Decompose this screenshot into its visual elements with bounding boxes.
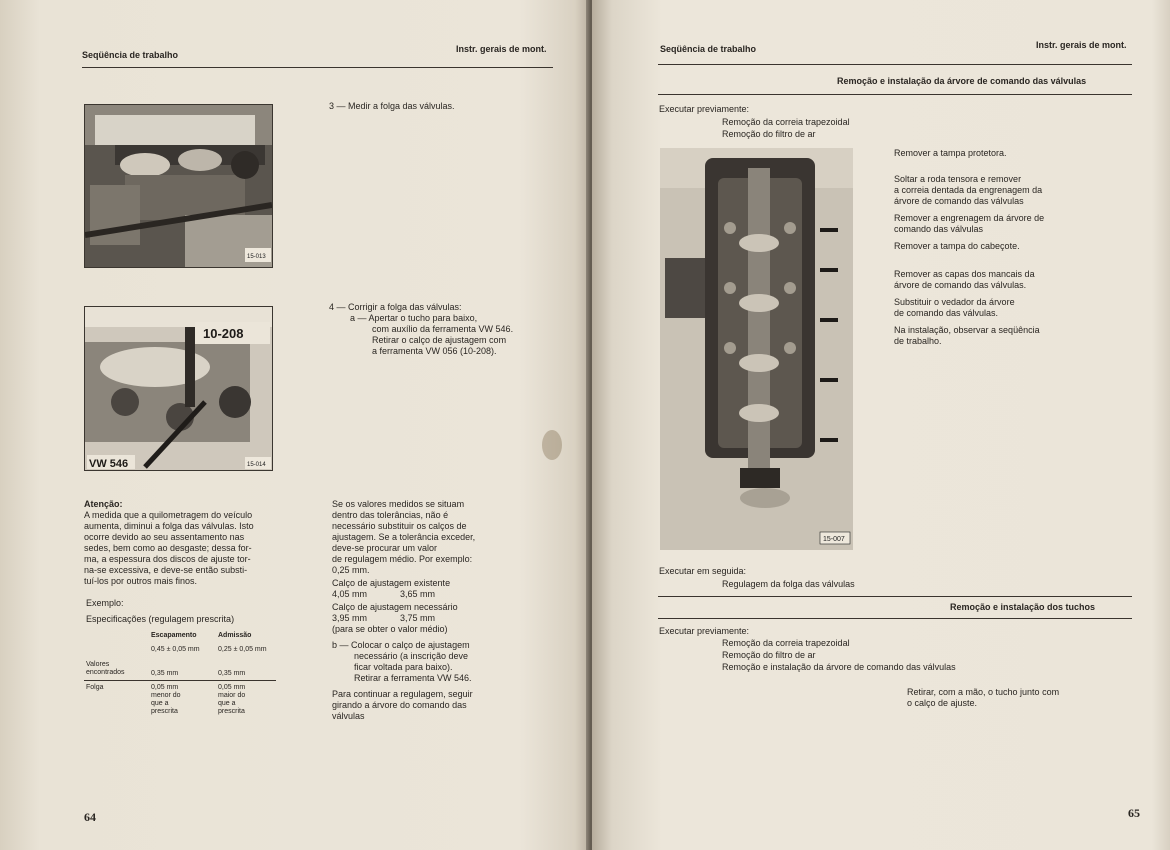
attention-line-3: ocorre devido ao seu assentamento nas — [84, 532, 245, 542]
section1-rule — [658, 94, 1132, 95]
left-page-number: 64 — [84, 810, 96, 824]
after-item-1: Regulagem da folga das válvulas — [722, 579, 855, 589]
instruction-2-line-3: árvore de comando das válvulas — [894, 196, 1024, 206]
pre1-item-2: Remoção do filtro de ar — [722, 129, 816, 139]
table-row2-exhaust-2: menor do — [151, 692, 181, 699]
table-row2-exhaust-1: 0,05 mm — [151, 684, 179, 691]
table-row2-intake-2: maior do — [218, 692, 246, 699]
step-4-title: 4 — Corrigir a folga das válvulas: — [329, 302, 462, 312]
step-b-line-2: necessário (a inscrição deve — [354, 651, 469, 661]
table-row2-intake-1: 0,05 mm — [218, 684, 246, 691]
table-header-intake: Admissão — [218, 632, 252, 639]
tolerance-line-7: 0,25 mm. — [332, 565, 370, 575]
figure1-code: 15-013 — [247, 254, 266, 260]
right-header-title: Seqüência de trabalho — [660, 44, 757, 54]
instruction-5-line-1: Remover as capas dos mancais da — [894, 269, 1035, 279]
tolerance-line-6: de regulagem médio. Por exemplo: — [332, 554, 473, 564]
continue-line-3: válvulas — [332, 711, 365, 721]
instruction-4: Remover a tampa do cabeçote. — [894, 241, 1020, 251]
paper-stain — [542, 430, 562, 460]
step-3-text: 3 — Medir a folga das válvulas. — [329, 101, 455, 111]
table-row2-exhaust-3: que a — [151, 700, 169, 707]
figure2-vw-label: VW 546 — [89, 458, 129, 470]
left-header-section: Instr. gerais de mont. — [456, 44, 547, 54]
table-row2-label: Folga — [86, 684, 104, 691]
instruction-2-line-1: Soltar a roda tensora e remover — [894, 174, 1022, 184]
figure2-tool-label: 10-208 — [203, 326, 244, 341]
calco-existente-title: Calço de ajustagem existente — [332, 578, 451, 588]
step-b-line-4: Retirar a ferramenta VW 546. — [354, 673, 472, 683]
continue-line-2: girando a árvore do comando das — [332, 700, 467, 710]
figure2-code: 15-014 — [247, 462, 266, 468]
table-spec-exhaust: 0,45 ± 0,05 mm — [151, 646, 200, 653]
example-title: Exemplo: — [86, 598, 124, 608]
calco-necessario-title: Calço de ajustagem necessário — [332, 602, 458, 612]
step-4a-line-1: a — Apertar o tucho para baixo, — [350, 313, 478, 323]
step-b-line-1: b — Colocar o calço de ajustagem — [332, 640, 470, 650]
table-rule — [84, 680, 276, 681]
attention-line-5: ma, a espessura dos discos de ajuste tor- — [84, 554, 251, 564]
attention-line-6: na-se excessiva, e deve-se então substi- — [84, 565, 248, 575]
tolerance-line-3: necessário substituir os calços de — [332, 521, 467, 531]
step-4a-line-4: a ferramenta VW 056 (10-208). — [372, 346, 497, 356]
pre2-item-3: Remoção e instalação da árvore de comando das válvulas — [722, 662, 956, 672]
section2-top-rule — [658, 596, 1132, 597]
pre1-item-1: Remoção da correia trapezoidal — [722, 117, 850, 127]
calco-necessario-value-2: 3,75 mm — [400, 613, 436, 623]
tolerance-line-5: deve-se procurar um valor — [332, 543, 438, 553]
section1-title: Remoção e instalação da árvore de comando das válvulas — [837, 76, 1087, 86]
after-title: Executar em seguida: — [659, 566, 747, 576]
tolerance-line-4: ajustagem. Se a tolerância exceder, — [332, 532, 476, 542]
table-row2-intake-4: prescrita — [218, 708, 245, 715]
left-header-rule — [82, 67, 553, 68]
attention-line-2: aumenta, diminui a folga das válvulas. Isto — [84, 521, 254, 531]
continue-line-1: Para continuar a regulagem, seguir — [332, 689, 473, 699]
right-page — [592, 0, 1170, 850]
table-row2-exhaust-4: prescrita — [151, 708, 178, 715]
step-b-line-3: ficar voltada para baixo). — [354, 662, 453, 672]
calco-note: (para se obter o valor médio) — [332, 624, 448, 634]
attention-line-4: sedes, bem como ao desgaste; dessa for- — [84, 543, 252, 553]
section2-title: Remoção e instalação dos tuchos — [950, 602, 1096, 612]
step-4a-line-2: com auxílio da ferramenta VW 546. — [372, 324, 514, 334]
right-header-rule — [658, 64, 1132, 65]
pre1-title: Executar previamente: — [659, 104, 750, 114]
instruction-2-line-2: a correia dentada da engrenagem da — [894, 185, 1043, 195]
table-row2-intake-3: que a — [218, 700, 236, 707]
pre2-item-1: Remoção da correia trapezoidal — [722, 638, 850, 648]
calco-existente-value-2: 3,65 mm — [400, 589, 436, 599]
spec-title: Especificações (regulagem prescrita) — [86, 614, 235, 624]
instruction-6-line-1: Substituir o vedador da árvore — [894, 297, 1015, 307]
calco-necessario-value-1: 3,95 mm — [332, 613, 368, 623]
attention-title: Atenção: — [84, 499, 123, 509]
tolerance-line-2: dentro das tolerâncias, não é — [332, 510, 449, 520]
figure-camshaft-photo-1 — [84, 104, 273, 268]
instruction-5-line-2: árvore de comando das válvulas. — [894, 280, 1027, 290]
tolerance-line-1: Se os valores medidos se situam — [332, 499, 465, 509]
instruction-1: Remover a tampa protetora. — [894, 148, 1007, 158]
right-page-number: 65 — [1128, 806, 1140, 820]
attention-line-7: tuí-los por outros mais finos. — [84, 576, 198, 586]
attention-line-1: A medida que a quilometragem do veículo — [84, 510, 253, 520]
table-row1-label-2: encontrados — [86, 669, 125, 676]
section2-rule — [658, 618, 1132, 619]
instruction-6-line-2: de comando das válvulas. — [894, 308, 999, 318]
table-row1-intake: 0,35 mm — [218, 670, 246, 677]
table-row1-exhaust: 0,35 mm — [151, 670, 179, 677]
table-header-exhaust: Escapamento — [151, 632, 197, 639]
instruction-3-line-1: Remover a engrenagem da árvore de — [894, 213, 1045, 223]
instruction-7-line-2: de trabalho. — [894, 336, 942, 346]
figure3-code: 15-007 — [823, 536, 845, 543]
tucho-line-2: o calço de ajuste. — [907, 698, 978, 708]
step-4a-line-3: Retirar o calço de ajustagem com — [372, 335, 507, 345]
table-row1-label-1: Valores — [86, 661, 110, 668]
left-header-title: Seqüência de trabalho — [82, 50, 179, 60]
right-header-section: Instr. gerais de mont. — [1036, 40, 1127, 50]
tucho-line-1: Retirar, com a mão, o tucho junto com — [907, 687, 1060, 697]
figure-valve-tool-photo — [84, 306, 273, 471]
pre2-item-2: Remoção do filtro de ar — [722, 650, 816, 660]
instruction-7-line-1: Na instalação, observar a seqüência — [894, 325, 1040, 335]
pre2-title: Executar previamente: — [659, 626, 750, 636]
instruction-3-line-2: comando das válvulas — [894, 224, 984, 234]
table-spec-intake: 0,25 ± 0,05 mm — [218, 646, 267, 653]
calco-existente-value-1: 4,05 mm — [332, 589, 368, 599]
figure-cylinder-head-photo — [660, 148, 853, 550]
